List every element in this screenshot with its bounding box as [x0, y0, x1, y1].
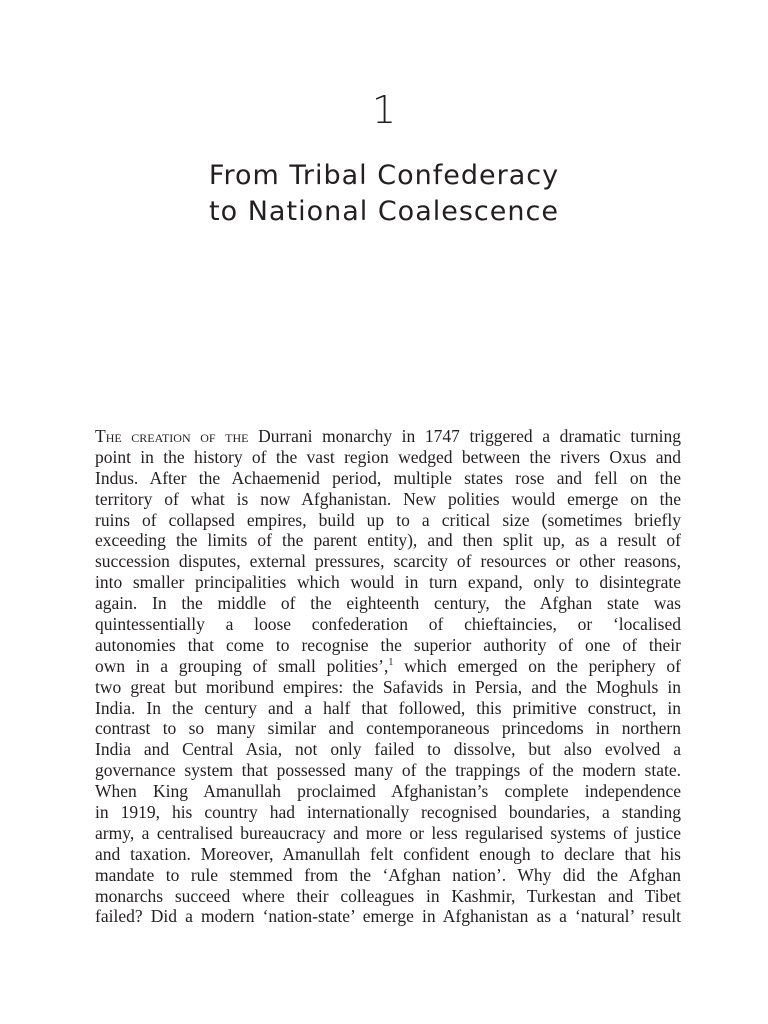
chapter-title-line-2: to National Coalescence — [209, 196, 559, 227]
text-line: territory of what is now Afghanistan. New polities would emerge on the — [95, 488, 681, 509]
text-line: exceeding the limits of the parent entity), and then split up, as a result of — [95, 530, 681, 551]
text-line — [95, 426, 681, 447]
text-line: India and Central Asia, not only failed to dissolve, but also evolved a — [95, 739, 681, 760]
footnote-mark[interactable]: 1 — [388, 656, 394, 668]
body-paragraph — [95, 426, 681, 927]
chapter-title — [0, 158, 768, 230]
text-line: quintessentially a loose confederation of chieftaincies, or ‘localised — [95, 614, 681, 635]
chapter-number: 1 — [371, 88, 397, 132]
opening-smallcaps: The creation of the — [95, 426, 249, 446]
text-line: again. In the middle of the eighteenth century, the Afghan state was — [95, 593, 681, 614]
text-line: governance system that possessed many of the trappings of the modern state. — [95, 760, 681, 781]
text-line: succession disputes, external pressures, scarcity of resources or other reasons, — [95, 551, 681, 572]
text-line: India. In the century and a half that followed, this primitive construct, in — [95, 697, 681, 718]
text-line: in 1919, his country had internationally recognised boundaries, a standing — [95, 802, 681, 823]
text-line: mandate to rule stemmed from the ‘Afghan nation’. Why did the Afghan — [95, 864, 681, 885]
text-line: ruins of collapsed empires, build up to a critical size (sometimes briefly — [95, 509, 681, 530]
text-line: When King Amanullah proclaimed Afghanistan’s complete independence — [95, 781, 681, 802]
text-before-footnote: own in a grouping of small polities’, — [95, 655, 389, 676]
text-line: army, a centralised bureaucracy and more or less regularised systems of justice — [95, 822, 681, 843]
text-line: contrast to so many similar and contemporaneous princedoms in northern — [95, 718, 681, 739]
text-line: and taxation. Moreover, Amanullah felt confident enough to declare that his — [95, 843, 681, 864]
text-after-footnote: which emerged on the periphery of — [393, 655, 681, 676]
text-line: into smaller principalities which would in turn expand, only to disintegrate — [95, 572, 681, 593]
text-line: failed? Did a modern ‘nation-state’ emerge in Afghanistan as a ‘natural’ result — [95, 906, 681, 927]
chapter-title-line-1: From Tribal Confederacy — [208, 160, 560, 191]
text-line: monarchs succeed where their colleagues in Kashmir, Turkestan and Tibet — [95, 885, 681, 906]
text-line — [95, 656, 681, 677]
text-line: Indus. After the Achaemenid period, multiple states rose and fell on the — [95, 467, 681, 488]
text-line-rest: Durrani monarchy in 1747 triggered a dramatic turning — [248, 426, 681, 446]
text-line: point in the history of the vast region wedged between the rivers Oxus and — [95, 446, 681, 467]
text-line: two great but moribund empires: the Safavids in Persia, and the Moghuls in — [95, 676, 681, 697]
text-line: autonomies that come to recognise the superior authority of one of their — [95, 634, 681, 655]
